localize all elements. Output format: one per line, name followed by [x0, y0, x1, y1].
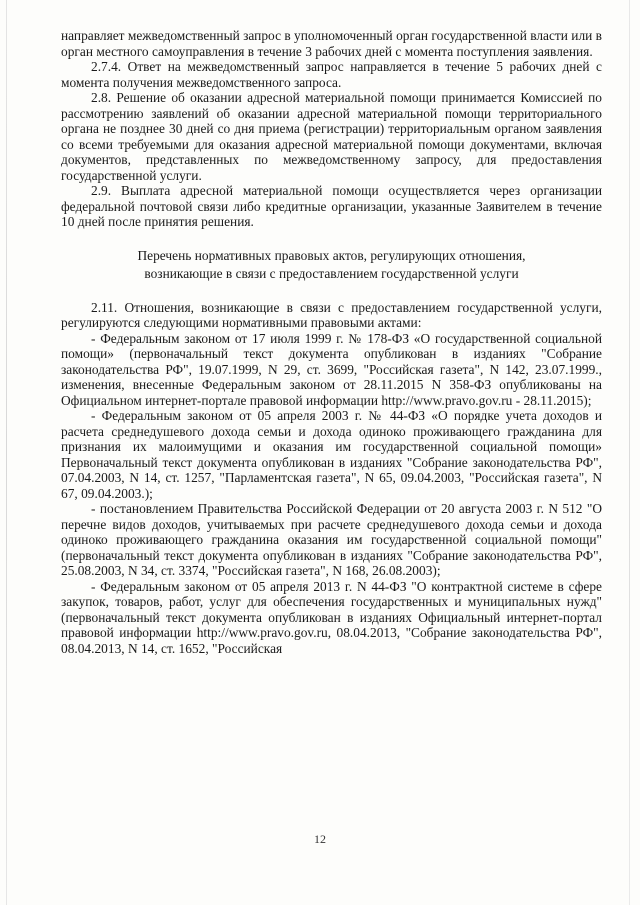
- section-heading: [61, 247, 602, 283]
- paragraph-2-9: 2.9. Выплата адресной материальной помощи осуществляется через организации федеральной почтовой связи либо кредитные организации, указанные Заявителем в течение 10 дней после принятия решения.: [61, 183, 602, 229]
- list-item-law-44-2003: - Федеральным законом от 05 апреля 2003 г. № 44-ФЗ «О порядке учета доходов и расчета среднедушевого дохода семьи и дохода одиноко проживающего гражданина для признания их малоимущими и оказания им государственной социальной помощи» Первоначальный текст документа опубликован в изданиях "Собрание законодательства РФ", 07.04.2003, N 14, ст. 1257, "Парламентская газета", N 65, 09.04.2003, "Российская газета", N 67, 09.04.2003.);: [61, 408, 602, 501]
- paragraph-continuation: направляет межведомственный запрос в уполномоченный орган государственной власти или в орган местного самоуправления в течение 3 рабочих дней с момента поступления заявления.: [61, 28, 602, 59]
- scan-edge-right: [629, 0, 630, 905]
- list-item-decree-512: - постановлением Правительства Российской Федерации от 20 августа 2003 г. N 512 "О перечне видов доходов, учитываемых при расчете среднедушевого дохода семьи и дохода одиноко проживающего гражданина оказания им государственной социальной помощи" (первоначальный текст документа опубликован в изданиях "Собрание законодательства РФ", 25.08.2003, N 34, ст. 3374, "Российская газета", N 168, 26.08.2003);: [61, 501, 602, 578]
- list-item-law-178: - Федеральным законом от 17 июля 1999 г. № 178-ФЗ «О государственной социальной помощи» (первоначальный текст документа опубликован в изданиях "Собрание законодательства РФ", 19.07.1999, N 29, ст. 3699, "Российская газета", N 142, 23.07.1999., изменения, внесенные Федеральным законом от 28.11.2015 N 358-ФЗ опубликованы на Официальном интернет-портале правовой информации http://www.pravo.gov.ru - 28.11.2015);: [61, 330, 602, 408]
- section-heading-line-2: возникающие в связи с предоставлением государственной услуги: [144, 265, 519, 281]
- paragraph-2-7-4: 2.7.4. Ответ на межведомственный запрос направляется в течение 5 рабочих дней с момента получения межведомственного запроса.: [61, 59, 602, 90]
- paragraph-2-11: 2.11. Отношения, возникающие в связи с предоставлением государственной услуги, регулируются следующими нормативными правовыми актами:: [61, 299, 602, 330]
- page-number: 12: [314, 832, 326, 846]
- list-item-law-44-2013: - Федеральным законом от 05 апреля 2013 г. N 44-ФЗ "О контрактной системе в сфере закупок, товаров, работ, услуг для обеспечения государственных и муниципальных нужд" (первоначальный текст документа опубликован в изданиях Официальный интернет-портал правовой информации http://www.pravo.gov.ru, 08.04.2013, "Собрание законодательства РФ", 08.04.2013, N 14, ст. 1652, "Российская: [61, 578, 602, 656]
- scan-edge-left: [6, 0, 7, 905]
- paragraph-2-8: 2.8. Решение об оказании адресной материальной помощи принимается Комиссией по рассмотрению заявлений об оказании адресной материальной помощи территориального органа не позднее 30 дней со дня приема (регистрации) территориальным органом заявления со всеми требуемыми для оказания адресной материальной помощи документами, включая документов, представленных по межведомственному запросу, для предоставления государственной услуги.: [61, 90, 602, 183]
- body-text: [61, 28, 602, 656]
- section-heading-line-1: Перечень нормативных правовых актов, регулирующих отношения,: [137, 247, 526, 263]
